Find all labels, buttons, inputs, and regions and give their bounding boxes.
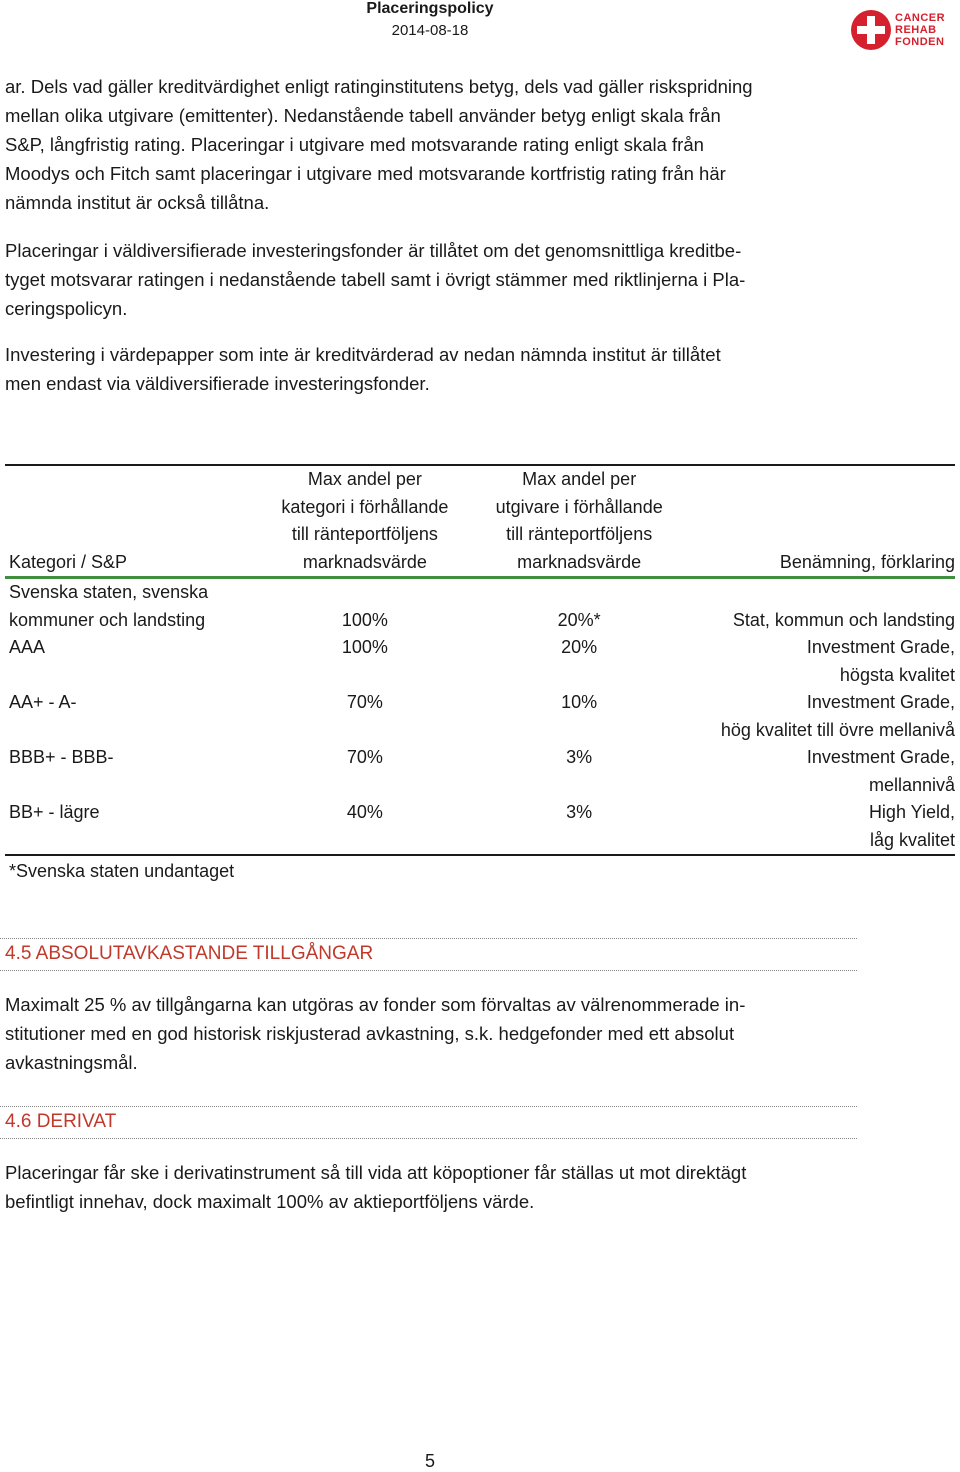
rating-allocation-table	[5, 464, 955, 886]
table-header-row	[5, 465, 955, 578]
red-cross-icon	[851, 10, 891, 50]
section-heading-derivatives: 4.6 DERIVAT	[5, 1111, 117, 1132]
document-date: 2014-08-18	[391, 22, 469, 39]
paragraph-credit-rating: ar. Dels vad gäller kreditvärdighet enligt ratinginstitutens betyg, dels vad gäller riskspridning mellan olika utgivare (emittenter). Nedanstående tabell använder betyg enligt skala från S&P, långfristig rating. Placeringar i utgivare med motsvarande rating enligt skala från Moodys och Fitch samt placeringar i utgivare med motsvarande kortfristig rating från här nämnda institut är också tillåtna.	[5, 76, 753, 213]
header-max-per-issuer: Max andel per utgivare i förhållande till ränteportföljens marknadsvärde	[495, 469, 663, 572]
table-footnote-row	[5, 855, 955, 886]
section-divider	[0, 938, 857, 939]
header-max-per-category: Max andel per kategori i förhållande till ränteportföljens marknadsvärde	[281, 469, 449, 572]
page-number: 5	[424, 1451, 435, 1471]
table-row: Svenska staten, svenska kommuner och landsting 100% 20%* Stat, kommun och landsting	[9, 582, 955, 630]
section-divider	[0, 970, 857, 971]
cancer-rehab-fonden-logo	[851, 10, 947, 54]
table-row: AAA 100% 20% Investment Grade, högsta kvalitet	[9, 637, 955, 685]
section-heading-absolute-return: 4.5 ABSOLUTAVKASTANDE TILLGÅNGAR	[5, 943, 374, 964]
table-row: AA+ - A- 70% 10% Investment Grade, hög kvalitet till övre mellanivå	[9, 692, 955, 740]
table-row: BB+ - lägre 40% 3% High Yield, låg kvalitet	[5, 799, 955, 855]
header-description: Benämning, förklaring	[779, 551, 955, 572]
paragraph-absolute-return: Maximalt 25 % av tillgångarna kan utgöras av fonder som förvaltas av välrenommerade in- stitutioner med en god historisk riskjusterad avkastning, s.k. hedgefonder med ett absolut avkastningsmål.	[5, 994, 746, 1073]
header-category: Kategori / S&P	[9, 551, 128, 572]
paragraph-unrated-securities: Investering i värdepapper som inte är kreditvärderad av nedan nämnda institut är tillåtet men endast via väldiversifierade investeringsfonder.	[5, 344, 721, 394]
table-row: BBB+ - BBB- 70% 3% Investment Grade, mellannivå	[9, 747, 955, 795]
document-title: Placeringspolicy	[366, 0, 494, 17]
paragraph-derivatives: Placeringar får ske i derivatinstrument så till vida att köpoptioner får ställas ut mot direktägt befintligt innehav, dock maximalt 100% av aktieportföljens värde.	[5, 1162, 747, 1212]
table-footnote: *Svenska staten undantaget	[9, 861, 235, 881]
paragraph-investment-funds: Placeringar i väldiversifierade investeringsfonder är tillåtet om det genomsnittliga kreditbe- tyget motsvarar ratingen i nedanstående tabell samt i övrigt stämmer med riktlinjerna i Pla- ceringspolicyn.	[5, 240, 746, 319]
logo-wordmark: CANCER REHAB FONDEN	[895, 12, 946, 48]
section-divider	[0, 1138, 857, 1139]
section-divider	[0, 1106, 857, 1107]
